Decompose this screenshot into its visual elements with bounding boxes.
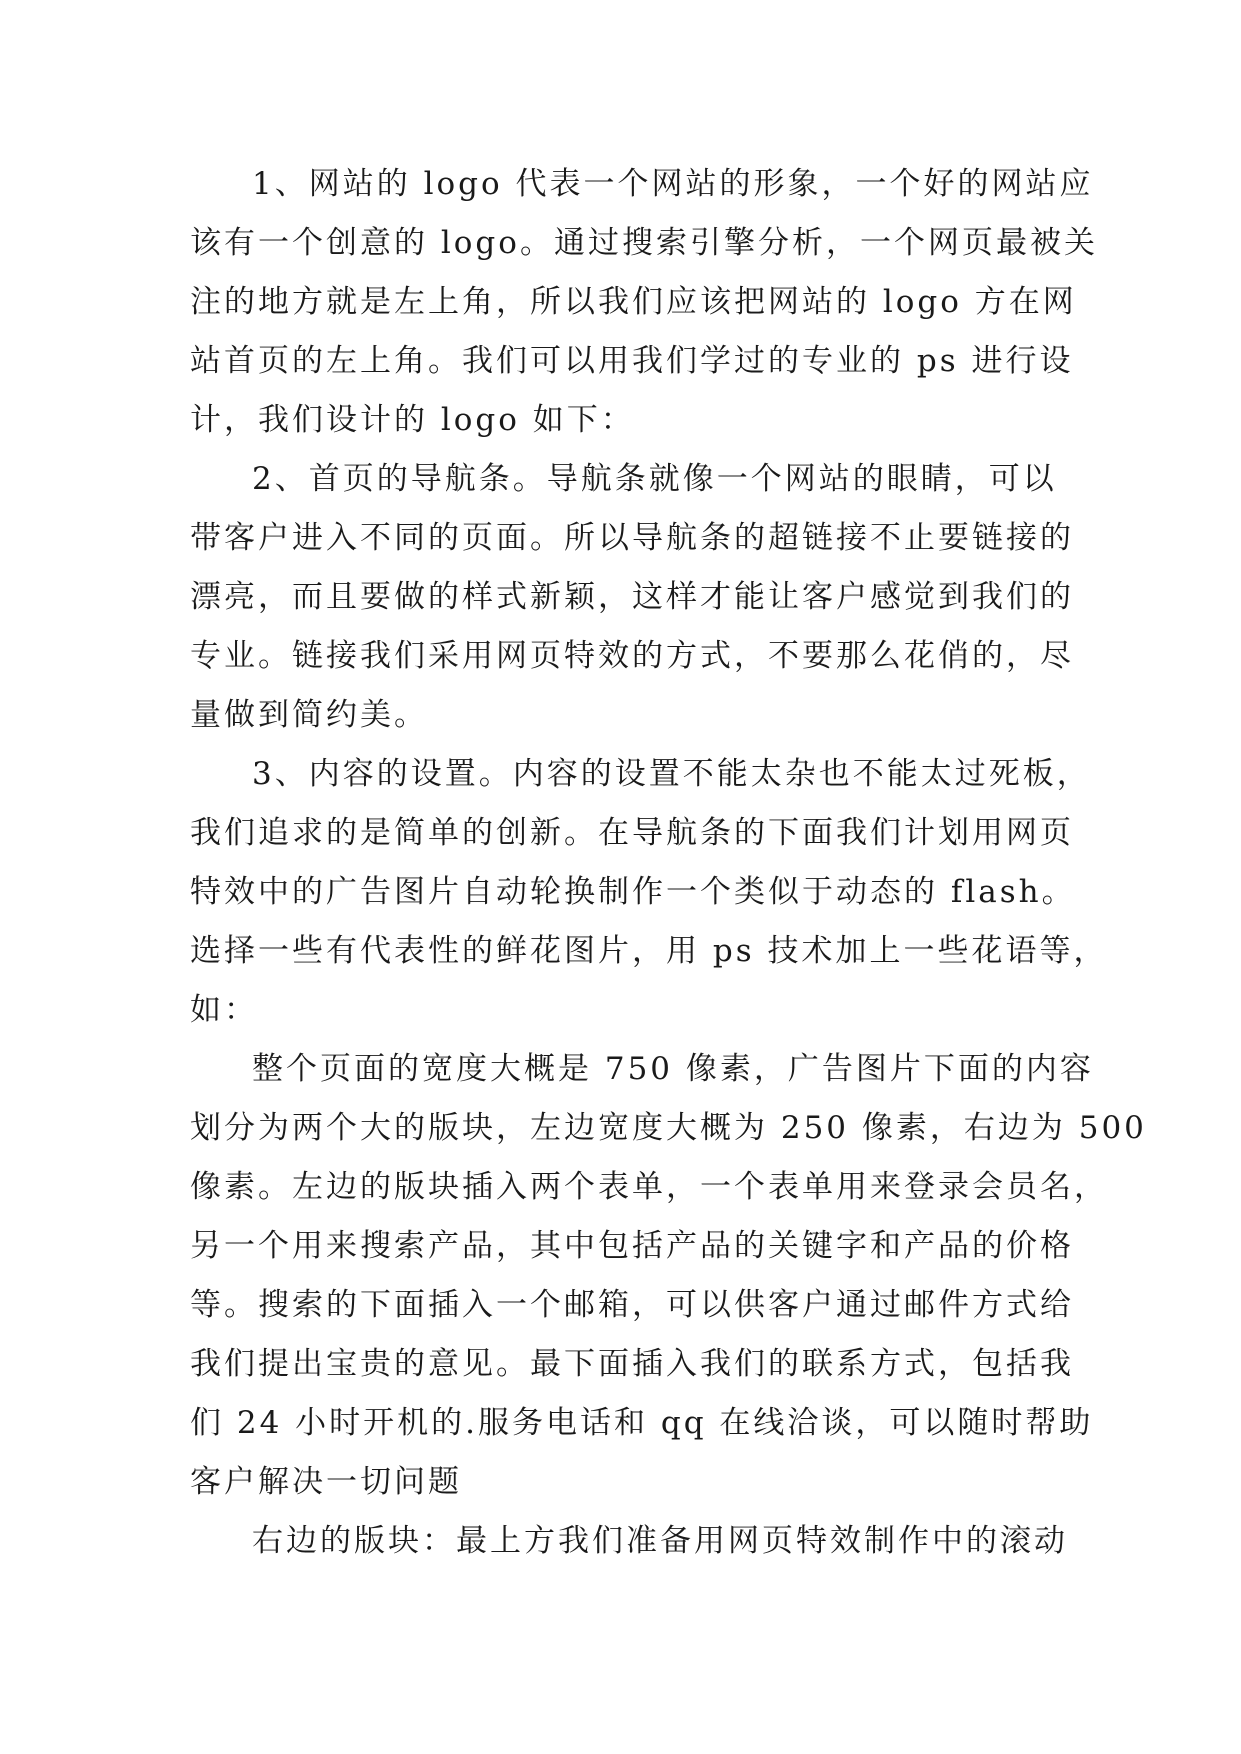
text-line: 专业。链接我们采用网页特效的方式，不要那么花俏的，尽 xyxy=(190,638,1074,674)
text-line: 2、首页的导航条。导航条就像一个网站的眼睛，可以 xyxy=(252,461,1057,497)
text-line: 带客户进入不同的页面。所以导航条的超链接不止要链接的 xyxy=(190,520,1074,556)
text-line: 另一个用来搜索产品，其中包括产品的关键字和产品的价格 xyxy=(190,1228,1074,1264)
text-line: 我们追求的是简单的创新。在导航条的下面我们计划用网页 xyxy=(190,815,1074,851)
text-line: 漂亮，而且要做的样式新颖，这样才能让客户感觉到我们的 xyxy=(190,579,1074,615)
text-line: 3、内容的设置。内容的设置不能太杂也不能太过死板， xyxy=(252,756,1091,792)
text-line: 我们提出宝贵的意见。最下面插入我们的联系方式，包括我 xyxy=(190,1346,1074,1382)
text-line: 划分为两个大的版块，左边宽度大概为 250 像素，右边为 500 xyxy=(190,1110,1147,1146)
text-line: 整个页面的宽度大概是 750 像素，广告图片下面的内容 xyxy=(252,1051,1094,1087)
text-line: 右边的版块：最上方我们准备用网页特效制作中的滚动 xyxy=(252,1523,1068,1559)
paragraph-page-layout xyxy=(190,1040,1147,1512)
text-line: 像素。左边的版块插入两个表单，一个表单用来登录会员名， xyxy=(190,1169,1108,1205)
paragraph-right-block xyxy=(190,1512,1068,1571)
text-line: 计，我们设计的 logo 如下： xyxy=(190,402,635,438)
text-line: 该有一个创意的 logo。通过搜索引擎分析，一个网页最被关 xyxy=(190,225,1098,261)
paragraph-logo xyxy=(190,155,1098,450)
text-line: 站首页的左上角。我们可以用我们学过的专业的 ps 进行设 xyxy=(190,343,1074,379)
document-body xyxy=(190,155,1147,1571)
text-line: 注的地方就是左上角，所以我们应该把网站的 logo 方在网 xyxy=(190,284,1077,320)
text-line: 特效中的广告图片自动轮换制作一个类似于动态的 flash。 xyxy=(190,874,1076,910)
paragraph-content-settings xyxy=(190,745,1108,1040)
text-line: 量做到简约美。 xyxy=(190,697,428,733)
text-line: 如： xyxy=(190,992,258,1028)
paragraph-navigation xyxy=(190,450,1074,745)
text-line: 客户解决一切问题 xyxy=(190,1464,462,1500)
text-line: 们 24 小时开机的.服务电话和 qq 在线洽谈，可以随时帮助 xyxy=(190,1405,1094,1441)
text-line: 等。搜索的下面插入一个邮箱，可以供客户通过邮件方式给 xyxy=(190,1287,1074,1323)
text-line: 1、网站的 logo 代表一个网站的形象，一个好的网站应 xyxy=(252,166,1094,202)
text-line: 选择一些有代表性的鲜花图片，用 ps 技术加上一些花语等， xyxy=(190,933,1108,969)
